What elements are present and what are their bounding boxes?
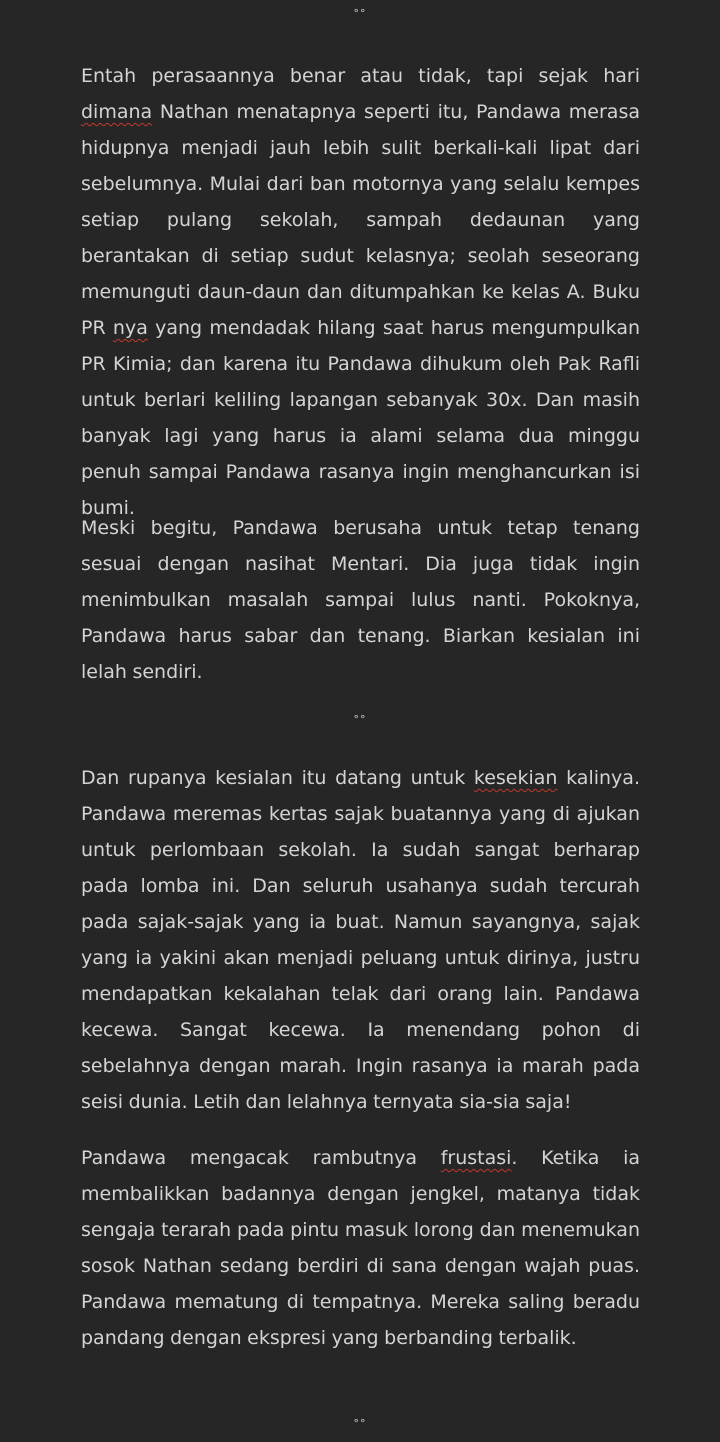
section-separator-middle: °°: [353, 713, 367, 726]
paragraph-4: [81, 1140, 640, 1356]
text-segment: Nathan menatapnya seperti itu, Pandawa merasa hidupnya menjadi jauh lebih sulit berkali-kali lipat dari sebelumnya. Mulai dari ban motornya yang selalu kempes setiap pulang sekolah, sampah dedaunan yang berantakan di setiap sudut kelasnya; seolah seseorang memunguti daun-daun dan ditumpahkan ke kelas A. Buku PR: [81, 101, 640, 339]
text-segment: Dan rupanya kesialan itu datang untuk: [81, 767, 474, 789]
text-segment: yang mendadak hilang saat harus mengumpulkan PR Kimia; dan karena itu Pandawa dihukum oleh Pak Rafli untuk berlari keliling lapangan sebanyak 30x. Dan masih banyak lagi yang harus ia alami selama dua minggu penuh sampai Pandawa rasanya ingin menghancurkan isi bumi.: [81, 317, 640, 519]
spell-error-word[interactable]: nya: [112, 317, 148, 339]
text-segment: Pandawa mengacak rambutnya: [81, 1147, 441, 1169]
paragraph-2: [81, 510, 640, 690]
paragraph-1: [81, 58, 640, 526]
text-segment: . Ketika ia membalikkan badannya dengan jengkel, matanya tidak sengaja terarah pada pintu masuk lorong dan menemukan sosok Nathan sedang berdiri di sana dengan wajah puas. Pandawa mematung di tempatnya. Mereka saling beradu pandang dengan ekspresi yang berbanding terbalik.: [81, 1147, 640, 1349]
text-segment: Entah perasaannya benar atau tidak, tapi sejak hari: [81, 65, 640, 87]
spell-error-word[interactable]: dimana: [81, 101, 153, 123]
spell-error-word[interactable]: frustasi: [440, 1147, 512, 1169]
text-segment: Meski begitu, Pandawa berusaha untuk tetap tenang sesuai dengan nasihat Mentari. Dia juga tidak ingin menimbulkan masalah sampai lulus nanti. Pokoknya, Pandawa harus sabar dan tenang. Biarkan kesialan ini lelah sendiri.: [81, 517, 640, 683]
paragraph-3: [81, 760, 640, 1120]
spell-error-word[interactable]: kesekian: [473, 767, 558, 789]
section-separator-top: °°: [353, 7, 367, 20]
section-separator-bottom: °°: [353, 1417, 367, 1430]
text-segment: kalinya. Pandawa meremas kertas sajak buatannya yang di ajukan untuk perlombaan sekolah. Ia sudah sangat berharap pada lomba ini. Dan seluruh usahanya sudah tercurah pada sajak-sajak yang ia buat. Namun sayangnya, sajak yang ia yakini akan menjadi peluang untuk dirinya, justru mendapatkan kekalahan telak dari orang lain. Pandawa kecewa. Sangat kecewa. Ia menendang pohon di sebelahnya dengan marah. Ingin rasanya ia marah pada seisi dunia. Letih dan lelahnya ternyata sia-sia saja!: [81, 767, 640, 1113]
